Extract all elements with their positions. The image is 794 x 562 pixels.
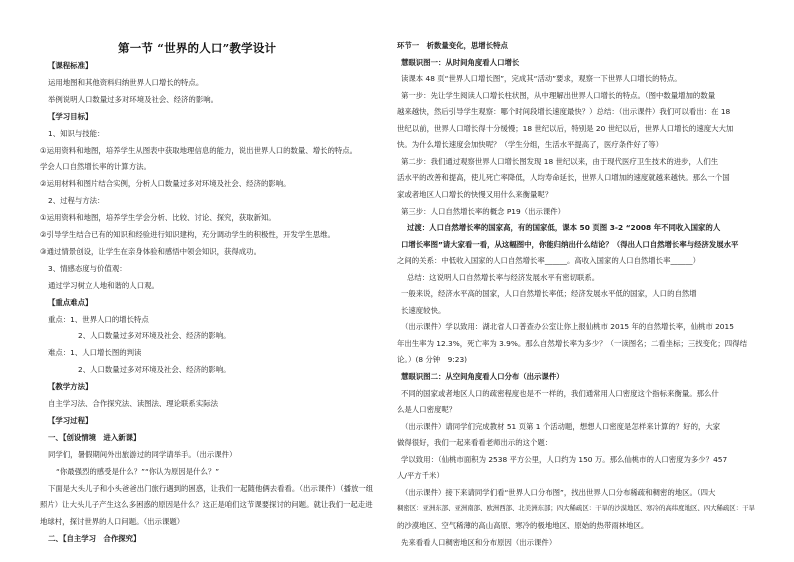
text-line: 的沙漠地区、空气稀薄的高山高原、寒冷的极地地区、原始的热带雨林地区。 <box>397 520 649 530</box>
text-line: 稠密区：亚洲东部、亚洲南部、欧洲西部、北美洲东部；四大稀疏区：干旱的沙漠地区、寒冷的高纬度地区、四大稀疏区：干旱 <box>397 504 755 513</box>
text-line: 学会人口自然增长率的计算方法。 <box>40 162 151 172</box>
text-line: 同学们，暑假期间外出旅游过的同学请举手。（出示课件） <box>48 449 237 459</box>
text-line: 长速度较快。 <box>401 305 446 315</box>
text-line: 过渡：人口自然增长率的国家高，有的国家低，课本 50 页图 3-2 “2008 年不同收入国家的人 <box>407 223 721 233</box>
text-line: 总结：这说明人口自然增长率与经济发展水平有密切联系。 <box>407 272 600 282</box>
text-line: 2、过程与方法： <box>48 196 105 206</box>
text-line: 第二步：我们通过观察世界人口增长图发现 18 世纪以来，由于现代医疗卫生技术的进步，人们生 <box>401 156 719 166</box>
text-line: 环节一 析数量变化，思增长特点 <box>397 41 508 50</box>
text-line: 一般来说，经济水平高的国家，人口自然增长率低；经济发展水平低的国家，人口的自然增 <box>401 289 697 299</box>
text-line: 论。）(8 分钟 9:23) <box>397 355 468 365</box>
text-line: 1、知识与技能： <box>48 128 105 138</box>
text-line: 世纪以前，世界人口增长得十分缓慢；18 世纪以后，特别是 20 世纪以后，世界人口增长的速度大大加 <box>397 123 734 133</box>
text-line: 2、人口数量过多对环境及社会、经济的影响。 <box>78 331 231 341</box>
text-line: 第一步：先让学生阅读人口增长柱状图，从中理解出世界人口增长的特点。（图中数量增加的数量 <box>401 90 716 100</box>
left-column <box>40 0 378 562</box>
text-line: （出示课件）学以致用：湖北省人口普查办公室让你上报仙桃市 2015 年的自然增长率，仙桃市 2015 <box>401 322 734 332</box>
text-line: 重点：1、世界人口的增长特点 <box>48 314 149 324</box>
page-title: 第一节 “世界的人口”教学设计 <box>118 41 277 55</box>
text-line: 学以致用：（仙桃市面积为 2538 平方公里，人口约为 150 万。那么仙桃市的人口密度为多少？457 <box>401 454 728 464</box>
text-line: 【学习目标】 <box>48 111 93 121</box>
text-line: 二、【自主学习 合作探究】 <box>48 534 141 544</box>
text-line: 不同的国家或者地区人口的疏密程度也是不一样的，我们通常用人口密度这个指标来衡量。那么什 <box>401 388 719 398</box>
text-line: 运用地图和其他资料归纳世界人口增长的特点。 <box>48 77 204 87</box>
text-line: 读课本 48 页“世界人口增长图”，完成其“活动”要求，观察一下世界人口增长的特点。 <box>401 74 682 84</box>
text-line: 么是人口密度呢？ <box>397 405 457 415</box>
text-line: 活水平的改善和提高，使儿死亡率降低，人均寿命延长，世界人口增加的速度就越来越快。那么一个国 <box>397 173 730 183</box>
text-line: 自主学习法、合作探究法、读图法、理论联系实际法 <box>48 399 218 408</box>
text-line: 口增长率图”请大家看一看，从这幅图中，你能归纳出什么结论？（得出人口自然增长率与经济发展水平 <box>401 239 739 249</box>
right-column <box>397 0 763 562</box>
text-line: （出示课件）请同学们完成教材 51 页第 1 个活动题，想想人口密度是怎样来计算的？好的，大家 <box>401 421 721 431</box>
text-line: ③通过情景创设，让学生在亲身体验和感悟中领会知识，获得成功。 <box>40 246 261 256</box>
text-line: 年出生率为 12.3%，死亡率为 3.9%。那么自然增长率为多少？（一读图名；二看坐标；三找变化；四得结 <box>397 338 747 348</box>
text-line: ①运用资料和地图，培养学生从图表中获取地理信息的能力，说出世界人口的数量、增长的特点。 <box>40 145 358 155</box>
text-line: 照片）让大头儿子产生这么多困惑的原因是什么？这正是咱们这节课要探讨的问题。就让我们一起走进 <box>40 500 373 510</box>
text-line: 之间的关系：中低收入国家的人口自然增长率______。高收入国家的人口自然增长率______） <box>397 256 701 266</box>
text-line: 地球村，探讨世界的人口问题。（出示课题） <box>40 517 185 527</box>
text-line: 越来越快，然后引导学生观察：哪个时间段增长速度最快？）总结：（出示课件）我们可以看出：在 18 <box>397 107 731 117</box>
text-line: 【课程标准】 <box>48 61 93 70</box>
text-line: ①运用资料和地图，培养学生学会分析、比较、讨论、探究，获取新知。 <box>40 213 276 223</box>
text-line: ②引导学生结合已有的知识和经验进行知识建构，充分调动学生的积极性，开发学生思维。 <box>40 230 335 239</box>
text-line: 慧眼识图二：从空间角度看人口分布（出示课件） <box>401 372 564 381</box>
text-line: 慧眼识图一：从时间角度看人口增长 <box>401 57 520 67</box>
text-line: 【教学方法】 <box>48 382 93 392</box>
text-line: 第三步：人口自然增长率的概念 P19（出示课件） <box>401 206 566 216</box>
text-line: 家或者地区人口增长的快慢又用什么来衡量呢？ <box>397 189 553 199</box>
text-line: 做得很好，我们一起来看看老师出示的这个题： <box>397 438 553 448</box>
text-line: 3、情感态度与价值观： <box>48 263 127 273</box>
text-line: 通过学习树立人地和谐的人口观。 <box>48 280 159 290</box>
text-line: （出示课件）接下来请同学们看“世界人口分布图”，找出世界人口分布稀疏和稠密的地区。（四大 <box>401 487 716 497</box>
text-line: 先来看看人口稠密地区和分布原因（出示课件） <box>401 537 557 547</box>
text-line: 难点：1、人口增长图的判读 <box>48 348 142 358</box>
text-line: 一、【创设情境 进入新课】 <box>48 432 141 442</box>
text-line: 举例说明人口数量过多对环境及社会、经济的影响。 <box>48 94 218 104</box>
text-line: 2、人口数量过多对环境及社会、经济的影响。 <box>78 365 231 375</box>
text-line: 快。为什么增长速度会加快呢？（学生分组，生活水平提高了，医疗条件好了等） <box>397 140 664 150</box>
text-line: 【重点难点】 <box>48 297 93 307</box>
text-line: 【学习过程】 <box>48 415 93 425</box>
text-line: “你最强烈的感受是什么？”“你认为原因是什么？” <box>56 466 220 476</box>
text-line: ②运用材料和图片结合实例，分析人口数量过多对环境及社会、经济的影响。 <box>40 179 291 189</box>
text-line: 下面是大头儿子和小头爸爸出门旅行遇到的困惑，让我们一起随他俩去看看。（出示课件）（播放一组 <box>48 483 374 493</box>
text-line: 人/平方千米） <box>397 471 444 481</box>
